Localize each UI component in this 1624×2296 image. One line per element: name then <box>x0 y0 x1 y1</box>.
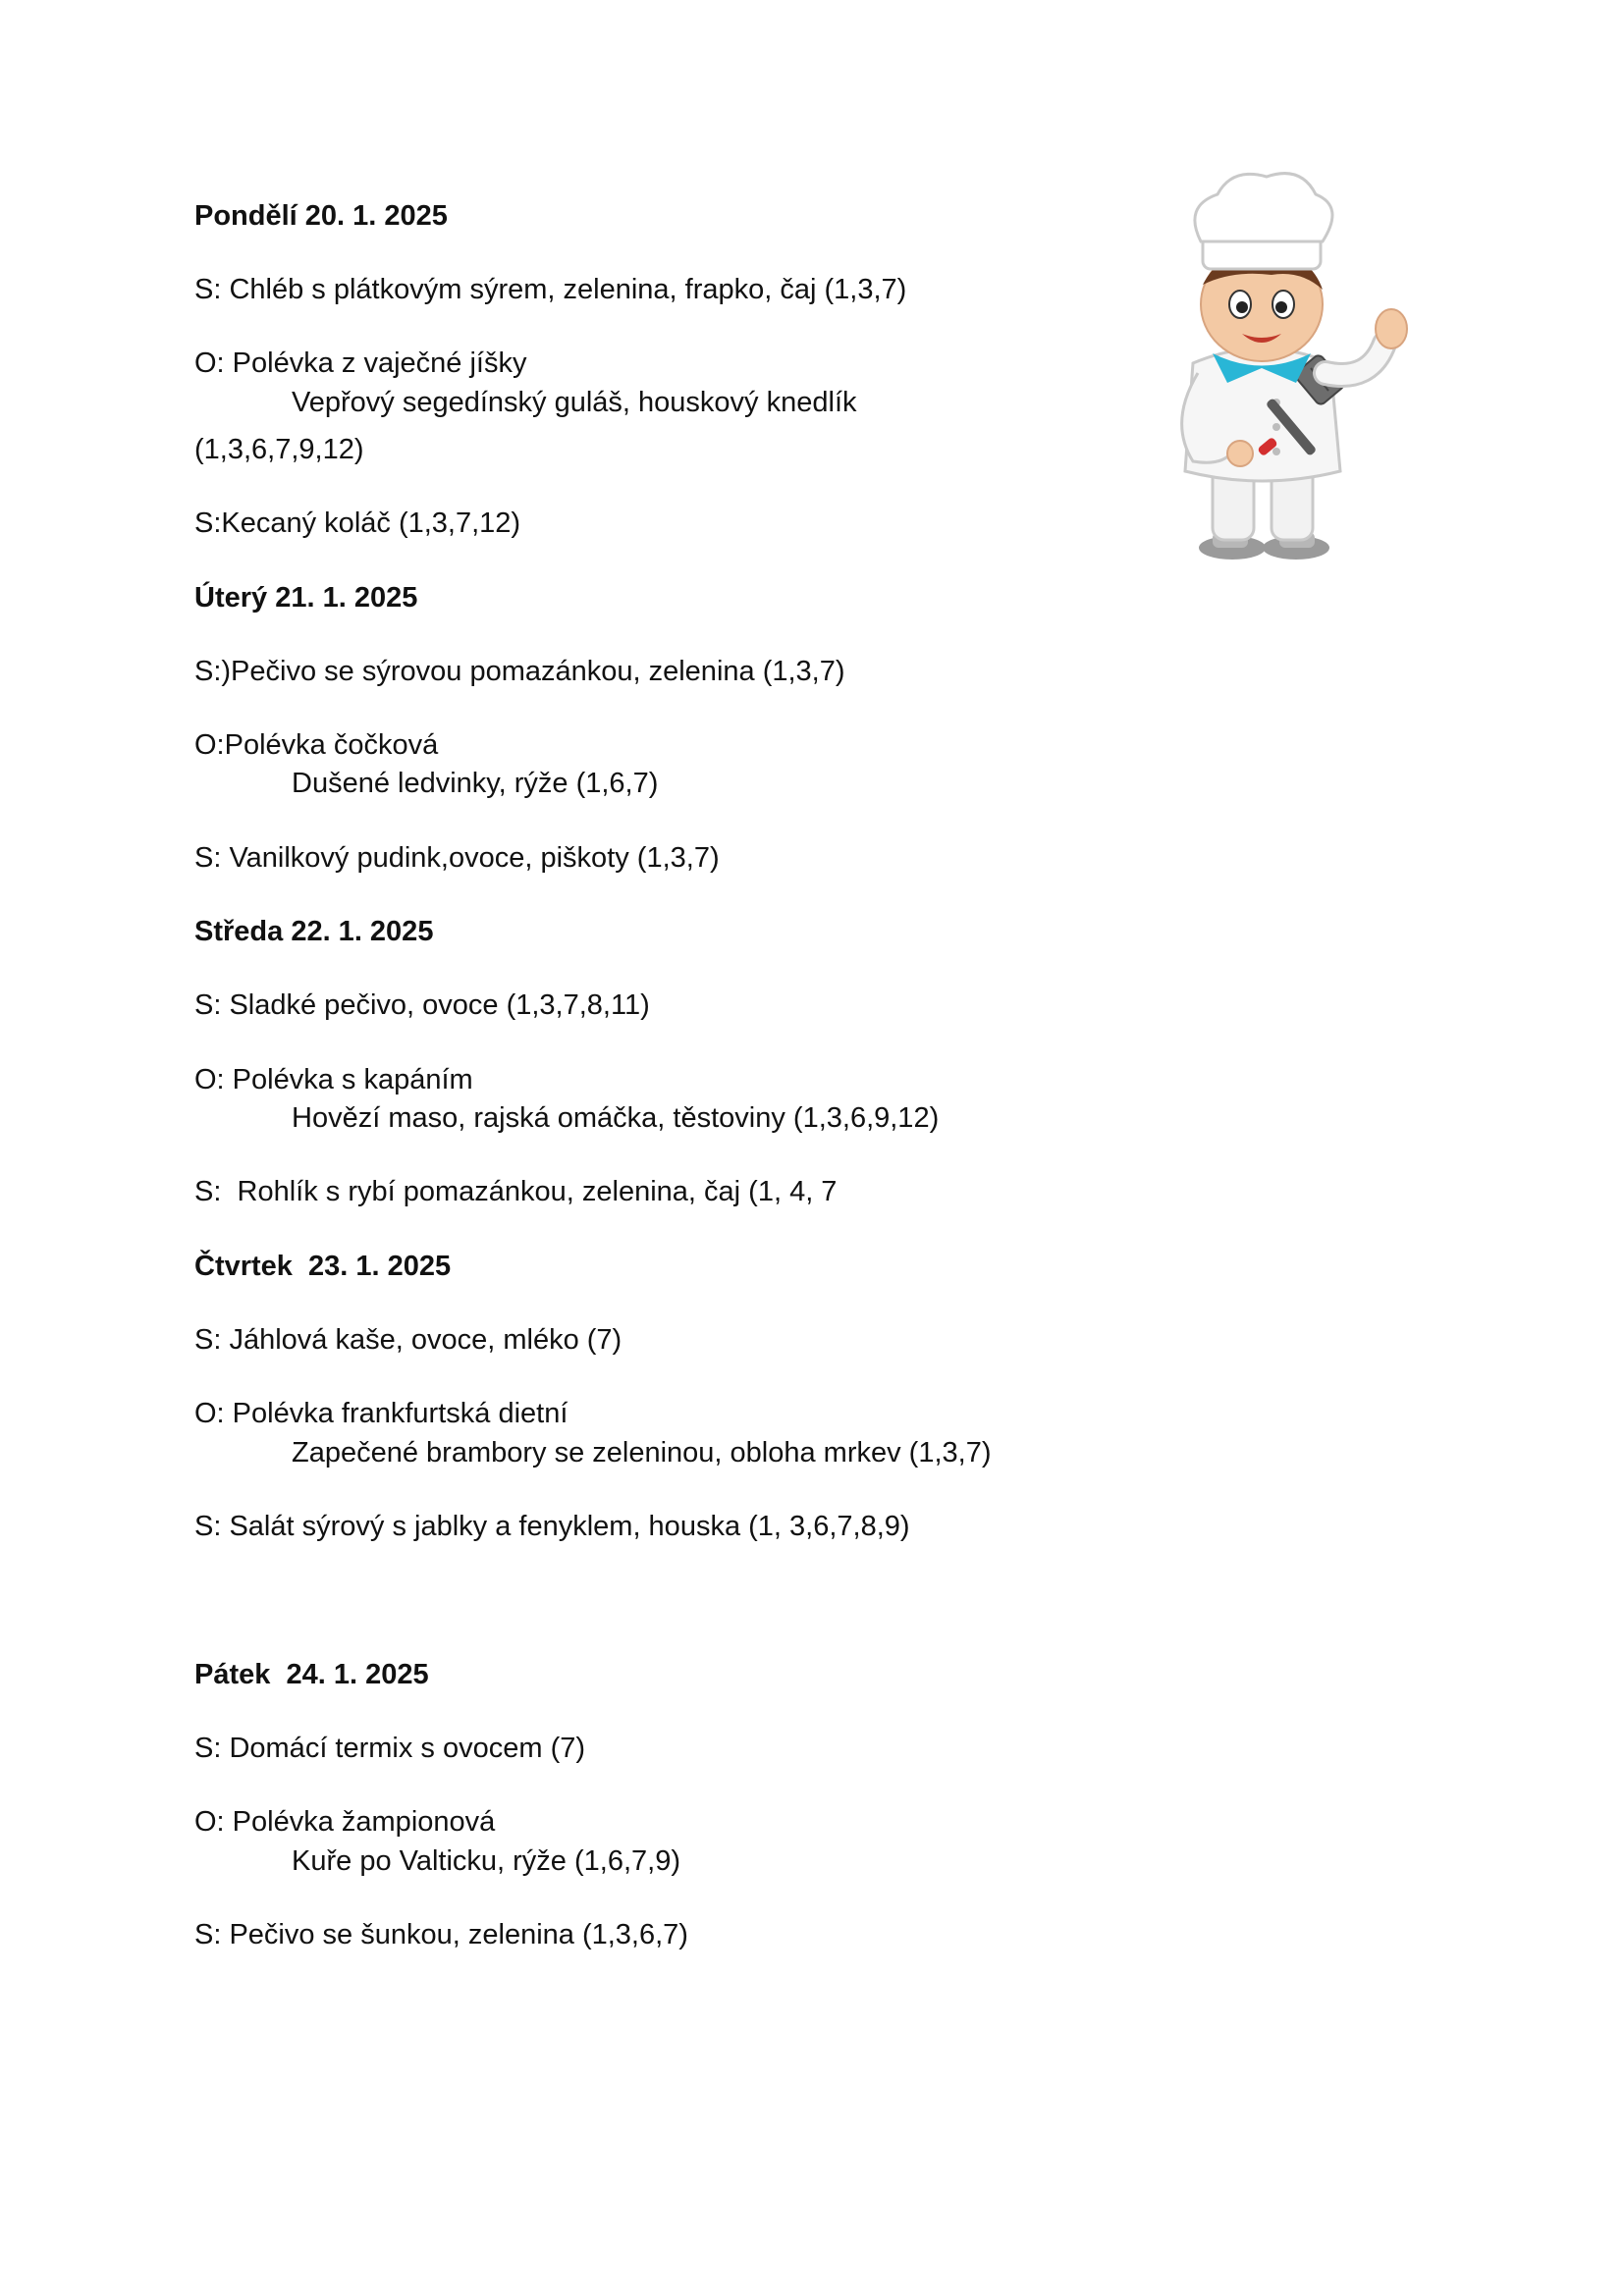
chef-cartoon-icon <box>1075 167 1448 569</box>
tuesday-breakfast: S:)Pečivo se sýrovou pomazánkou, zelenina (1,3,7) <box>194 656 845 687</box>
thursday-soup: O: Polévka frankfurtská dietní <box>194 1398 568 1429</box>
wednesday-snack: S: Rohlík s rybí pomazánkou, zelenina, čaj (1, 4, 7 <box>194 1176 838 1207</box>
day-title-friday: Pátek 24. 1. 2025 <box>194 1659 429 1690</box>
day-title-thursday: Čtvrtek 23. 1. 2025 <box>194 1251 452 1282</box>
tuesday-main: Dušené ledvinky, rýže (1,6,7) <box>292 768 659 799</box>
thursday-snack: S: Salát sýrový s jablky a fenyklem, houska (1, 3,6,7,8,9) <box>194 1511 910 1542</box>
monday-main: Vepřový segedínský guláš, houskový knedlík <box>292 387 857 418</box>
thursday-main: Zapečené brambory se zeleninou, obloha mrkev (1,3,7) <box>292 1437 992 1468</box>
friday-main: Kuře po Valticku, rýže (1,6,7,9) <box>292 1845 680 1877</box>
day-title-tuesday: Úterý 21. 1. 2025 <box>194 582 418 614</box>
wednesday-soup: O: Polévka s kapáním <box>194 1064 473 1095</box>
monday-main-allergens: (1,3,6,7,9,12) <box>194 434 364 465</box>
day-title-monday: Pondělí 20. 1. 2025 <box>194 200 448 232</box>
wednesday-main: Hovězí maso, rajská omáčka, těstoviny (1,3,6,9,12) <box>292 1102 940 1134</box>
friday-soup: O: Polévka žampionová <box>194 1806 496 1838</box>
tuesday-soup: O:Polévka čočková <box>194 729 439 761</box>
tuesday-snack: S: Vanilkový pudink,ovoce, piškoty (1,3,7) <box>194 842 720 874</box>
monday-snack: S:Kecaný koláč (1,3,7,12) <box>194 507 521 539</box>
friday-breakfast: S: Domácí termix s ovocem (7) <box>194 1733 586 1764</box>
thursday-breakfast: S: Jáhlová kaše, ovoce, mléko (7) <box>194 1324 623 1356</box>
monday-soup: O: Polévka z vaječné jíšky <box>194 347 527 379</box>
friday-snack: S: Pečivo se šunkou, zelenina (1,3,6,7) <box>194 1919 688 1950</box>
wednesday-breakfast: S: Sladké pečivo, ovoce (1,3,7,8,11) <box>194 989 650 1021</box>
day-title-wednesday: Středa 22. 1. 2025 <box>194 916 434 947</box>
monday-breakfast: S: Chléb s plátkovým sýrem, zelenina, frapko, čaj (1,3,7) <box>194 274 907 305</box>
